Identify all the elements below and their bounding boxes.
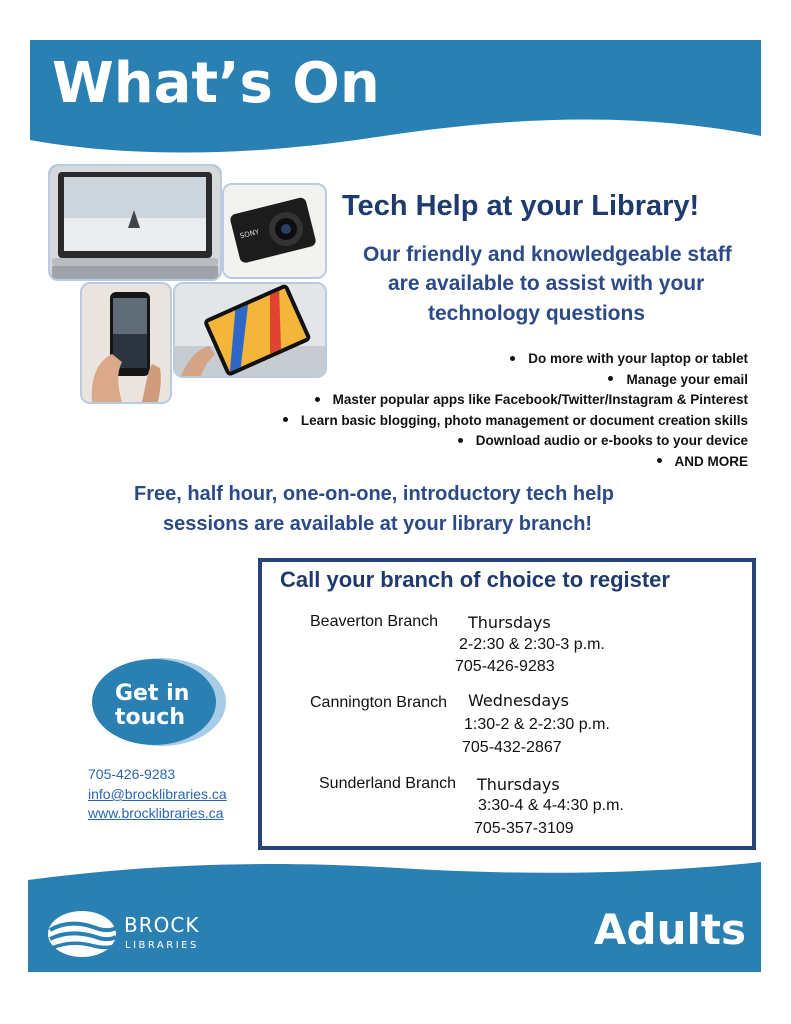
bullet-icon bbox=[510, 356, 515, 361]
branch-day: Thursdays bbox=[468, 613, 551, 632]
get-in-touch-badge bbox=[88, 654, 228, 750]
branch-phone: 705-357-3109 bbox=[474, 820, 574, 837]
brock-libraries-logo bbox=[46, 906, 216, 960]
wave-logo-icon bbox=[48, 911, 116, 957]
list-item bbox=[200, 349, 748, 370]
list-item-text: Master popular apps like Facebook/Twitter/Instagram & Pinterest bbox=[332, 392, 748, 407]
badge-text: touch bbox=[115, 705, 185, 730]
audience-label: Adults bbox=[594, 905, 746, 954]
register-heading: Call your branch of choice to register bbox=[280, 567, 670, 592]
branch-times: 3:30-4 & 4-4:30 p.m. bbox=[478, 797, 624, 814]
list-item bbox=[200, 411, 748, 432]
list-item bbox=[200, 390, 748, 411]
contact-phone: 705-426-9283 bbox=[88, 766, 176, 782]
bullet-icon bbox=[315, 397, 320, 402]
subheading-line: are available to assist with your bbox=[388, 272, 705, 295]
free-sessions-line: Free, half hour, one-on-one, introductory tech help bbox=[134, 483, 615, 505]
bullet-icon bbox=[608, 376, 613, 381]
branch-phone: 705-426-9283 bbox=[455, 658, 555, 675]
list-item-text: Download audio or e-books to your device bbox=[475, 433, 748, 448]
list-item-text: Learn basic blogging, photo management or document creation skills bbox=[300, 412, 748, 428]
services-list bbox=[200, 349, 748, 472]
logo-name: BROCK bbox=[124, 913, 200, 937]
laptop-photo bbox=[48, 164, 222, 281]
list-item bbox=[200, 370, 748, 391]
list-item bbox=[200, 431, 748, 452]
bullet-icon bbox=[657, 458, 662, 463]
contact-email-link[interactable]: info@brocklibraries.ca bbox=[88, 786, 227, 802]
bullet-icon bbox=[283, 417, 288, 422]
badge-text: Get in bbox=[115, 681, 190, 706]
branch-day: Thursdays bbox=[477, 775, 560, 794]
branch-times: 1:30-2 & 2-2:30 p.m. bbox=[464, 716, 610, 733]
branch-name: Beaverton Branch bbox=[310, 613, 439, 630]
branch-times: 2-2:30 & 2:30-3 p.m. bbox=[459, 636, 605, 653]
svg-text:SONY: SONY bbox=[239, 227, 261, 241]
camera-photo bbox=[222, 183, 327, 279]
list-item bbox=[200, 452, 748, 473]
list-item-text: Manage your email bbox=[626, 371, 748, 387]
branch-name: Sunderland Branch bbox=[319, 775, 456, 792]
subheading-line: Our friendly and knowledgeable staff bbox=[363, 243, 732, 266]
page-title: What’s On bbox=[52, 51, 380, 116]
list-item-text: Do more with your laptop or tablet bbox=[528, 351, 748, 366]
tech-help-heading: Tech Help at your Library! bbox=[342, 190, 700, 222]
subheading-line: technology questions bbox=[428, 302, 646, 325]
bullet-icon bbox=[458, 438, 463, 443]
branch-phone: 705-432-2867 bbox=[462, 739, 562, 756]
free-sessions-line: sessions are available at your library branch! bbox=[163, 513, 593, 535]
list-item-text: AND MORE bbox=[674, 453, 748, 469]
contact-website-link[interactable]: www.brocklibraries.ca bbox=[88, 805, 224, 821]
branch-day: Wednesdays bbox=[468, 691, 569, 710]
branch-name: Cannington Branch bbox=[310, 694, 447, 711]
logo-sub: LIBRARIES bbox=[125, 940, 199, 951]
smartphone-photo bbox=[80, 282, 172, 404]
